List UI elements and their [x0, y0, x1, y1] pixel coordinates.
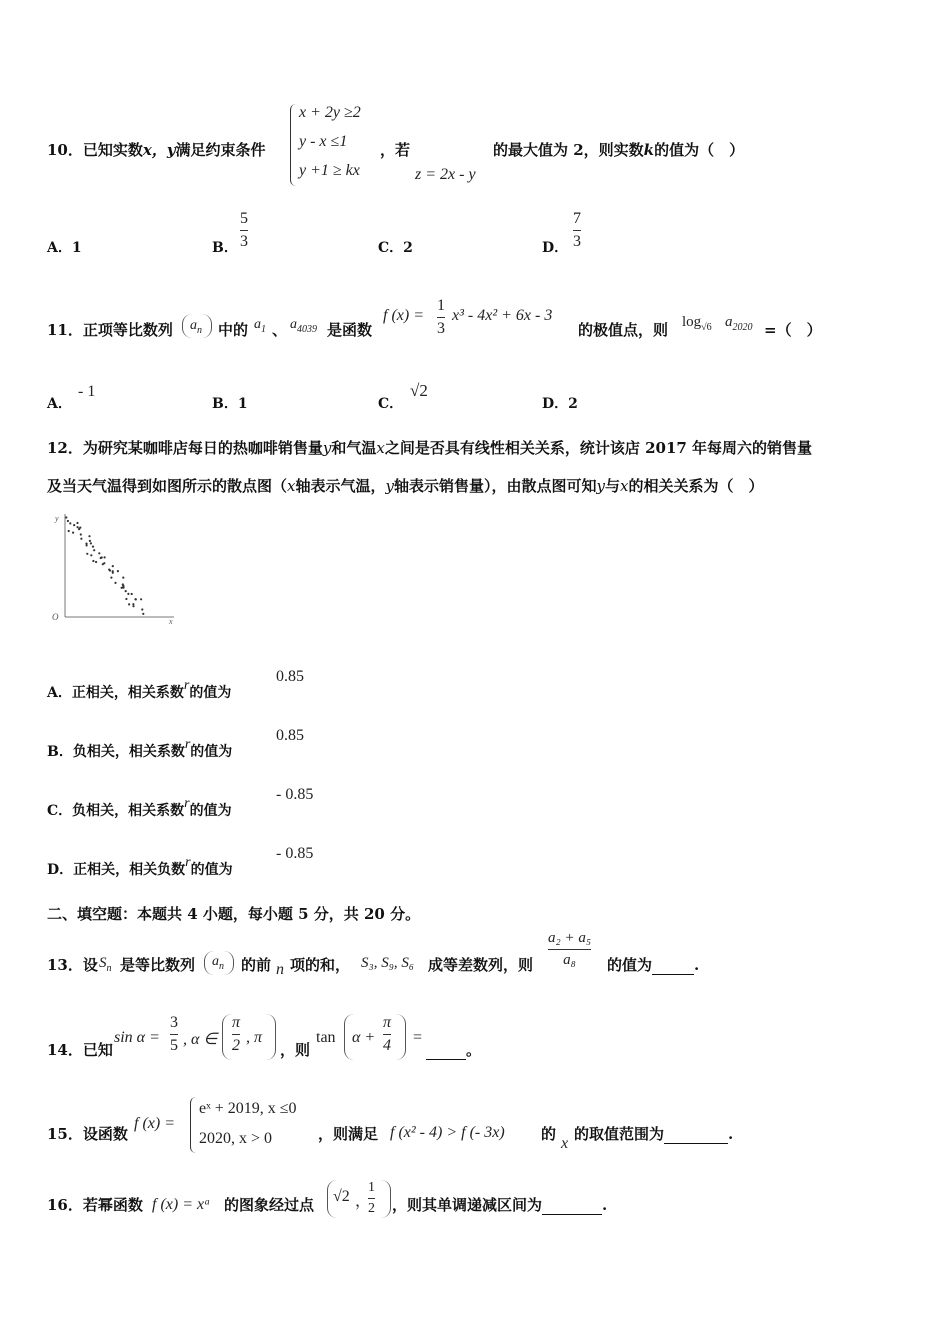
q10-constraint-1: x + 2y ≥2	[299, 104, 361, 121]
q11-option-c-value: √2	[410, 381, 428, 400]
scatter-point	[128, 603, 130, 605]
scatter-point	[102, 563, 104, 565]
scatter-point	[80, 538, 82, 540]
scatter-point	[78, 528, 80, 530]
scatter-point	[89, 540, 91, 542]
q11-dun: 、	[272, 321, 288, 339]
q14-tan: tan	[316, 1029, 336, 1046]
scatter-point	[92, 546, 94, 548]
scatter-point	[132, 603, 134, 605]
q13-n: n	[276, 961, 284, 978]
q11-zhong: 中的	[218, 321, 249, 339]
q15-piecewise-brace	[190, 1097, 197, 1153]
q10-option-b-fraction: 5 3	[240, 210, 248, 250]
scatter-point	[134, 598, 136, 600]
q15-stem: 15．设函数	[47, 1125, 128, 1143]
q11-stem: 11．正项等比数列	[47, 321, 173, 339]
q11-option-d[interactable]: D．2	[542, 396, 578, 412]
scatter-point	[93, 549, 95, 551]
q14-sin-fraction: 3 5	[170, 1014, 178, 1054]
section-2-heading: 二、填空题：本题共 4 小题，每小题 5 分，共 20 分。	[47, 905, 421, 923]
q15-tail: 的取值范围为 .	[574, 1125, 734, 1143]
q12-line-2: 及当天气温得到如图所示的散点图（x轴表示气温，y轴表示销售量），由散点图可知y与x的相关关系为（ ）	[47, 477, 764, 495]
q10-option-d[interactable]: D．	[542, 240, 569, 256]
q12-option-c-value: - 0.85	[276, 786, 314, 803]
q10-ruo: ，若	[380, 141, 411, 159]
q14-pi-half: π 2	[232, 1014, 241, 1054]
scatter-point	[90, 542, 92, 544]
scatter-point	[69, 522, 71, 524]
q15-answer-blank[interactable]	[664, 1129, 728, 1144]
q11-an: $a_n$	[190, 318, 202, 336]
q16-fx: f (x) = xᵃ	[152, 1196, 211, 1213]
q11-option-b[interactable]: B．1	[212, 396, 248, 412]
q10-objective: z = 2x - y	[415, 166, 476, 183]
q10-option-d-fraction: 7 3	[573, 210, 581, 250]
q11-polynomial: x³ - 4x² + 6x - 3	[452, 307, 553, 324]
q14-answer-blank[interactable]	[426, 1045, 466, 1060]
q13-sn: $S_n$	[99, 955, 112, 974]
q12-option-a-value: 0.85	[276, 668, 304, 685]
scatter-point	[68, 530, 70, 532]
q13-answer-blank[interactable]	[652, 960, 694, 975]
scatter-point	[77, 526, 79, 528]
q11-eq: =（ ）	[764, 321, 822, 339]
q15-x: x	[561, 1135, 569, 1152]
scatter-point	[117, 570, 119, 572]
q11-a1: $a_1$	[254, 317, 266, 335]
q14-pi-quarter: π 4	[383, 1014, 392, 1054]
scatter-point	[140, 598, 142, 600]
q13-stem: 13．设	[47, 956, 98, 974]
scatter-point	[122, 586, 124, 588]
scatter-point	[85, 543, 87, 545]
scatter-point	[86, 553, 88, 555]
q11-log: $\log_{√6}$	[682, 314, 712, 333]
q12-plot-origin: O	[52, 612, 59, 622]
q11-a4039: $a_{4039}$	[290, 317, 317, 335]
q16-stem: 16．若幂函数	[47, 1196, 143, 1214]
scatter-point	[109, 569, 111, 571]
q12-scatter-plot	[48, 510, 183, 625]
q10-constraint-brace	[290, 104, 297, 186]
scatter-point	[98, 552, 100, 554]
q14-alpha-plus: α +	[352, 1029, 376, 1046]
q10-constraint-3: y +1 ≥ kx	[299, 162, 360, 179]
q14-sin: sin α =	[114, 1029, 160, 1046]
q12-option-d[interactable]: D．正相关，相关负数r的值为	[47, 855, 233, 878]
q15-de: 的	[541, 1125, 557, 1143]
q11-option-a[interactable]: A．	[47, 396, 72, 412]
q11-coef-fraction: 1 3	[437, 297, 445, 337]
scatter-point	[141, 608, 143, 610]
scatter-point	[80, 533, 82, 535]
q12-plot-x-label: x	[169, 617, 173, 625]
scatter-point	[112, 570, 114, 572]
scatter-point	[76, 522, 78, 524]
q12-plot-y-label: y	[55, 514, 59, 523]
q12-option-a[interactable]: A．正相关，相关系数r的值为	[47, 678, 232, 701]
q13-an: $a_n$	[212, 954, 224, 972]
q12-option-d-value: - 0.85	[276, 845, 314, 862]
q15-case-2: 2020, x > 0	[199, 1130, 273, 1147]
scatter-point	[122, 577, 124, 579]
q15-inequality: f (x² - 4) > f (- 3x)	[390, 1124, 505, 1141]
q16-point-a: √2	[333, 1188, 350, 1205]
scatter-point	[131, 593, 133, 595]
q16-tail: ，则其单调递减区间为 .	[392, 1196, 608, 1214]
q10-option-b[interactable]: B．	[212, 240, 238, 256]
scatter-point	[67, 520, 69, 522]
q15-case-1: eˣ + 2019, x ≤0	[199, 1100, 297, 1117]
scatter-point	[90, 554, 92, 556]
scatter-point	[104, 556, 106, 558]
q10-option-a[interactable]: A．1	[47, 240, 82, 256]
scatter-point	[110, 577, 112, 579]
q14-in: , α ∈	[183, 1031, 218, 1048]
scatter-point	[112, 565, 114, 567]
q13-mid: 是等比数列	[120, 956, 196, 974]
q11-func-lead: 是函数	[327, 321, 373, 339]
q13-mid2: 的前	[241, 956, 272, 974]
q11-fx: f (x) =	[383, 307, 424, 324]
q14-pi: , π	[246, 1029, 263, 1046]
scatter-point	[114, 582, 116, 584]
q11-option-c[interactable]: C．	[378, 396, 404, 412]
q14-answer: 。	[426, 1040, 481, 1060]
q13-tail: 的值为 .	[607, 956, 700, 974]
scatter-point	[122, 583, 124, 585]
scatter-point	[73, 524, 75, 526]
q12-option-c[interactable]: C．负相关，相关系数r的值为	[47, 796, 232, 819]
q16-answer-blank[interactable]	[542, 1200, 602, 1215]
q10-tail: 的最大值为 2，则实数k的值为（ ）	[493, 141, 745, 159]
q14-ze: ，则	[280, 1041, 311, 1059]
scatter-point	[132, 605, 134, 607]
q10-constraint-2: y - x ≤1	[299, 133, 348, 150]
q10-stem: 10．已知实数x，y满足约束条件	[47, 141, 266, 159]
q11-log-arg: $a_{2020}$	[725, 314, 753, 333]
q12-option-b-value: 0.85	[276, 727, 304, 744]
scatter-point	[65, 516, 67, 518]
q11-tail: 的极值点，则	[578, 321, 669, 339]
q16-point-fraction: 1 2	[368, 1180, 375, 1216]
q14-eq: =	[413, 1029, 423, 1046]
scatter-point	[100, 557, 102, 559]
q16-point-sep: ，	[355, 1193, 372, 1210]
q12-scatter-points	[65, 516, 144, 615]
q13-ratio-fraction: a₂ + a₅ a₈	[548, 930, 592, 968]
q14-stem: 14．已知	[47, 1041, 113, 1059]
q15-fx: f (x) =	[134, 1115, 175, 1132]
q10-option-c[interactable]: C．2	[378, 240, 413, 256]
q16-mid: 的图象经过点	[224, 1196, 315, 1214]
scatter-point	[88, 535, 90, 537]
scatter-point	[142, 613, 144, 615]
scatter-point	[125, 590, 127, 592]
scatter-point	[72, 532, 74, 534]
q13-mid3: 项的和，	[290, 956, 351, 974]
q13-mid4: 成等差数列，则	[428, 956, 534, 974]
q15-mid: ，则满足	[318, 1125, 379, 1143]
scatter-point	[125, 598, 127, 600]
q12-option-b[interactable]: B．负相关，相关系数r的值为	[47, 737, 233, 760]
q13-s-list: S₃, S₉, S₆	[361, 955, 415, 971]
scatter-point	[127, 593, 129, 595]
q11-option-a-value: - 1	[78, 383, 96, 400]
scatter-point	[92, 560, 94, 562]
scatter-point	[95, 561, 97, 563]
q12-line-1: 12．为研究某咖啡店每日的热咖啡销售量y和气温x之间是否具有线性相关关系，统计该店 2017 年每周六的销售量	[47, 439, 813, 457]
